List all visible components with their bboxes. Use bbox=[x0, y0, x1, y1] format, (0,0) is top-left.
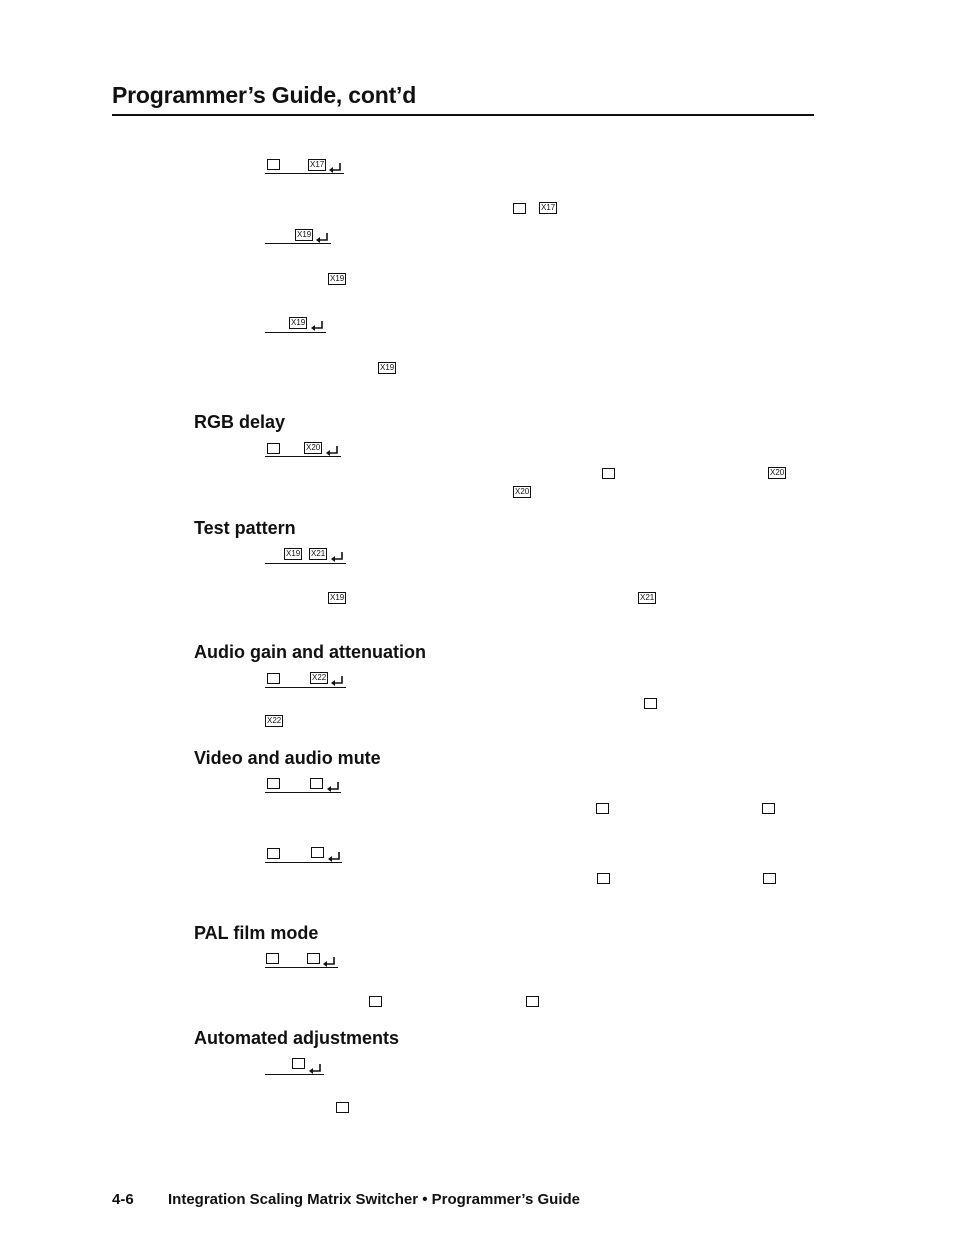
variable-x19: X19 bbox=[330, 593, 345, 602]
placeholder-box bbox=[310, 778, 323, 789]
variable-x17: X17 bbox=[310, 160, 325, 169]
placeholder-box bbox=[336, 1102, 349, 1113]
heading-pal-film-mode: PAL film mode bbox=[194, 923, 319, 943]
placeholder-box bbox=[602, 468, 615, 479]
placeholder-box bbox=[526, 996, 539, 1007]
enter-key-icon bbox=[315, 232, 329, 244]
variable-x22: X22 bbox=[267, 716, 282, 725]
placeholder-box bbox=[267, 673, 280, 684]
title-rule bbox=[112, 114, 814, 116]
placeholder-box bbox=[644, 698, 657, 709]
variable-x19: X19 bbox=[380, 363, 395, 372]
placeholder-box bbox=[267, 159, 280, 170]
enter-key-icon bbox=[322, 956, 336, 968]
enter-key-icon bbox=[328, 162, 342, 174]
heading-rgb-delay: RGB delay bbox=[194, 412, 286, 432]
variable-x19: X19 bbox=[291, 318, 306, 327]
variable-x17: X17 bbox=[541, 203, 556, 212]
enter-key-icon bbox=[326, 781, 340, 793]
placeholder-box bbox=[597, 873, 610, 884]
page-footer bbox=[112, 1191, 580, 1208]
heading-audio-gain: Audio gain and attenuation bbox=[194, 642, 426, 662]
placeholder-box bbox=[267, 443, 280, 454]
heading-video-audio-mute: Video and audio mute bbox=[194, 748, 381, 768]
placeholder-box bbox=[307, 953, 320, 964]
heading-test-pattern: Test pattern bbox=[194, 518, 296, 538]
placeholder-box bbox=[513, 203, 526, 214]
placeholder-box bbox=[267, 848, 280, 859]
variable-x19: X19 bbox=[286, 549, 301, 558]
placeholder-box bbox=[762, 803, 775, 814]
placeholder-box bbox=[292, 1058, 305, 1069]
footer-text: Integration Scaling Matrix Switcher • Programmer’s Guide bbox=[168, 1191, 581, 1208]
placeholder-box bbox=[311, 847, 324, 858]
variable-x20: X20 bbox=[770, 468, 785, 477]
variable-x20: X20 bbox=[306, 443, 321, 452]
variable-x20: X20 bbox=[515, 487, 530, 496]
enter-key-icon bbox=[325, 445, 339, 457]
enter-key-icon bbox=[327, 851, 341, 863]
enter-key-icon bbox=[310, 320, 324, 332]
variable-x22: X22 bbox=[312, 673, 327, 682]
footer-page-number: 4-6 bbox=[112, 1191, 134, 1208]
placeholder-box bbox=[763, 873, 776, 884]
placeholder-box bbox=[596, 803, 609, 814]
placeholder-box bbox=[266, 953, 279, 964]
placeholder-box bbox=[267, 778, 280, 789]
page-title: Programmer’s Guide, cont’d bbox=[112, 82, 417, 108]
variable-x19: X19 bbox=[330, 274, 345, 283]
variable-x21: X21 bbox=[311, 549, 326, 558]
placeholder-box bbox=[369, 996, 382, 1007]
enter-key-icon bbox=[308, 1063, 322, 1075]
heading-automated-adjustments: Automated adjustments bbox=[194, 1028, 400, 1048]
enter-key-icon bbox=[330, 551, 344, 563]
variable-x21: X21 bbox=[640, 593, 655, 602]
enter-key-icon bbox=[330, 675, 344, 687]
variable-x19: X19 bbox=[297, 230, 312, 239]
